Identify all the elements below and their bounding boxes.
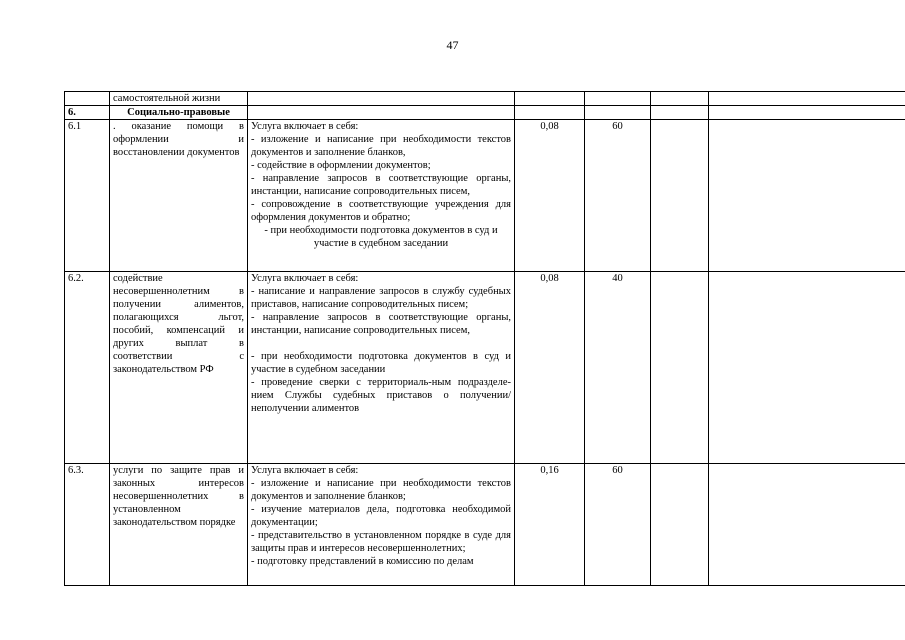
cell-value-4 (709, 120, 905, 272)
table-row-6-1 (65, 120, 905, 272)
description-line: Услуга включает в себя: (251, 465, 359, 476)
value-time: 60 (585, 120, 651, 272)
cell-num (65, 92, 110, 106)
description-line: - проведение сверки с территориаль-ным подразделе-нием Службы судебных приставов о получении/неполучении алиментов (251, 377, 511, 414)
services-table (64, 91, 905, 586)
service-name: содействие несовершеннолетним в получении алиментов, полагающихся льгот, пособий, компенсаций и других выплат в соответствии с законодательством РФ (110, 272, 248, 464)
row-number: 6.2. (65, 272, 110, 464)
cell-value-1 (515, 106, 585, 120)
page-number: 47 (446, 38, 459, 52)
description-line: - представительство в установленном порядке в суде для защиты прав и интересов несовершеннолетних; (251, 530, 514, 554)
cell-service-name: самостоятельной жизни (110, 92, 248, 106)
cell-value-4 (709, 464, 905, 586)
description-line: - изучение материалов дела, подготовка необходимой документации; (251, 504, 514, 528)
cell-description (248, 92, 515, 106)
cell-value-3 (651, 464, 709, 586)
section-number: 6. (65, 106, 110, 120)
cell-description (248, 106, 515, 120)
service-name: . оказание помощи в оформлении и восстановлении документов (110, 120, 248, 272)
cell-value-4 (709, 92, 905, 106)
value-time: 60 (585, 464, 651, 586)
description-line: - при необходимости подготовка документов в суд и участие в судебном заседании (251, 351, 514, 375)
cell-value-3 (651, 106, 709, 120)
row-number: 6.3. (65, 464, 110, 586)
service-description (248, 120, 515, 272)
row-number: 6.1 (65, 120, 110, 272)
service-name: услуги по защите прав и законных интересов несовершеннолетних в установленном законодательством порядке (110, 464, 248, 586)
description-line: - направление запросов в соответствующие органы, инстанции, написание сопроводительных писем, (251, 173, 514, 197)
value-rate: 0,08 (515, 272, 585, 464)
cell-value-3 (651, 120, 709, 272)
description-line: - изложение и написание при необходимости текстов документов и заполнение бланков, (251, 134, 514, 158)
value-rate: 0,16 (515, 464, 585, 586)
service-description (248, 272, 515, 464)
description-line: - написание и направление запросов в службу судебных приставов, написание сопроводительных писем; (251, 286, 514, 310)
description-line: - сопровождение в соответствующие учреждения для оформления документов и обратно; (251, 199, 514, 223)
blank-line (251, 337, 511, 350)
cell-value-4 (709, 272, 905, 464)
description-line: Услуга включает в себя: (251, 273, 359, 284)
description-line: - направление запросов в соответствующие органы, инстанции, написание сопроводительных писем, (251, 312, 514, 336)
table-row-6-3 (65, 464, 905, 586)
table-row-carryover (65, 92, 905, 106)
value-time: 40 (585, 272, 651, 464)
description-line: Услуга включает в себя: (251, 121, 359, 132)
description-line: - при необходимости подготовка документов в суд и участие в судебном заседании (264, 225, 501, 249)
table-row-6-2 (65, 272, 905, 464)
table-row-section (65, 106, 905, 120)
description-line: - содействие в оформлении документов; (251, 160, 431, 171)
cell-value-4 (709, 106, 905, 120)
description-line: - изложение и написание при необходимости текстов документов и заполнение бланков; (251, 478, 514, 502)
cell-value-2 (585, 106, 651, 120)
cell-value-1 (515, 92, 585, 106)
value-rate: 0,08 (515, 120, 585, 272)
description-line: - подготовку представлений в комиссию по делам (251, 556, 474, 567)
cell-value-3 (651, 92, 709, 106)
cell-value-2 (585, 92, 651, 106)
cell-value-3 (651, 272, 709, 464)
service-description (248, 464, 515, 586)
section-title: Социально-правовые (110, 106, 248, 120)
